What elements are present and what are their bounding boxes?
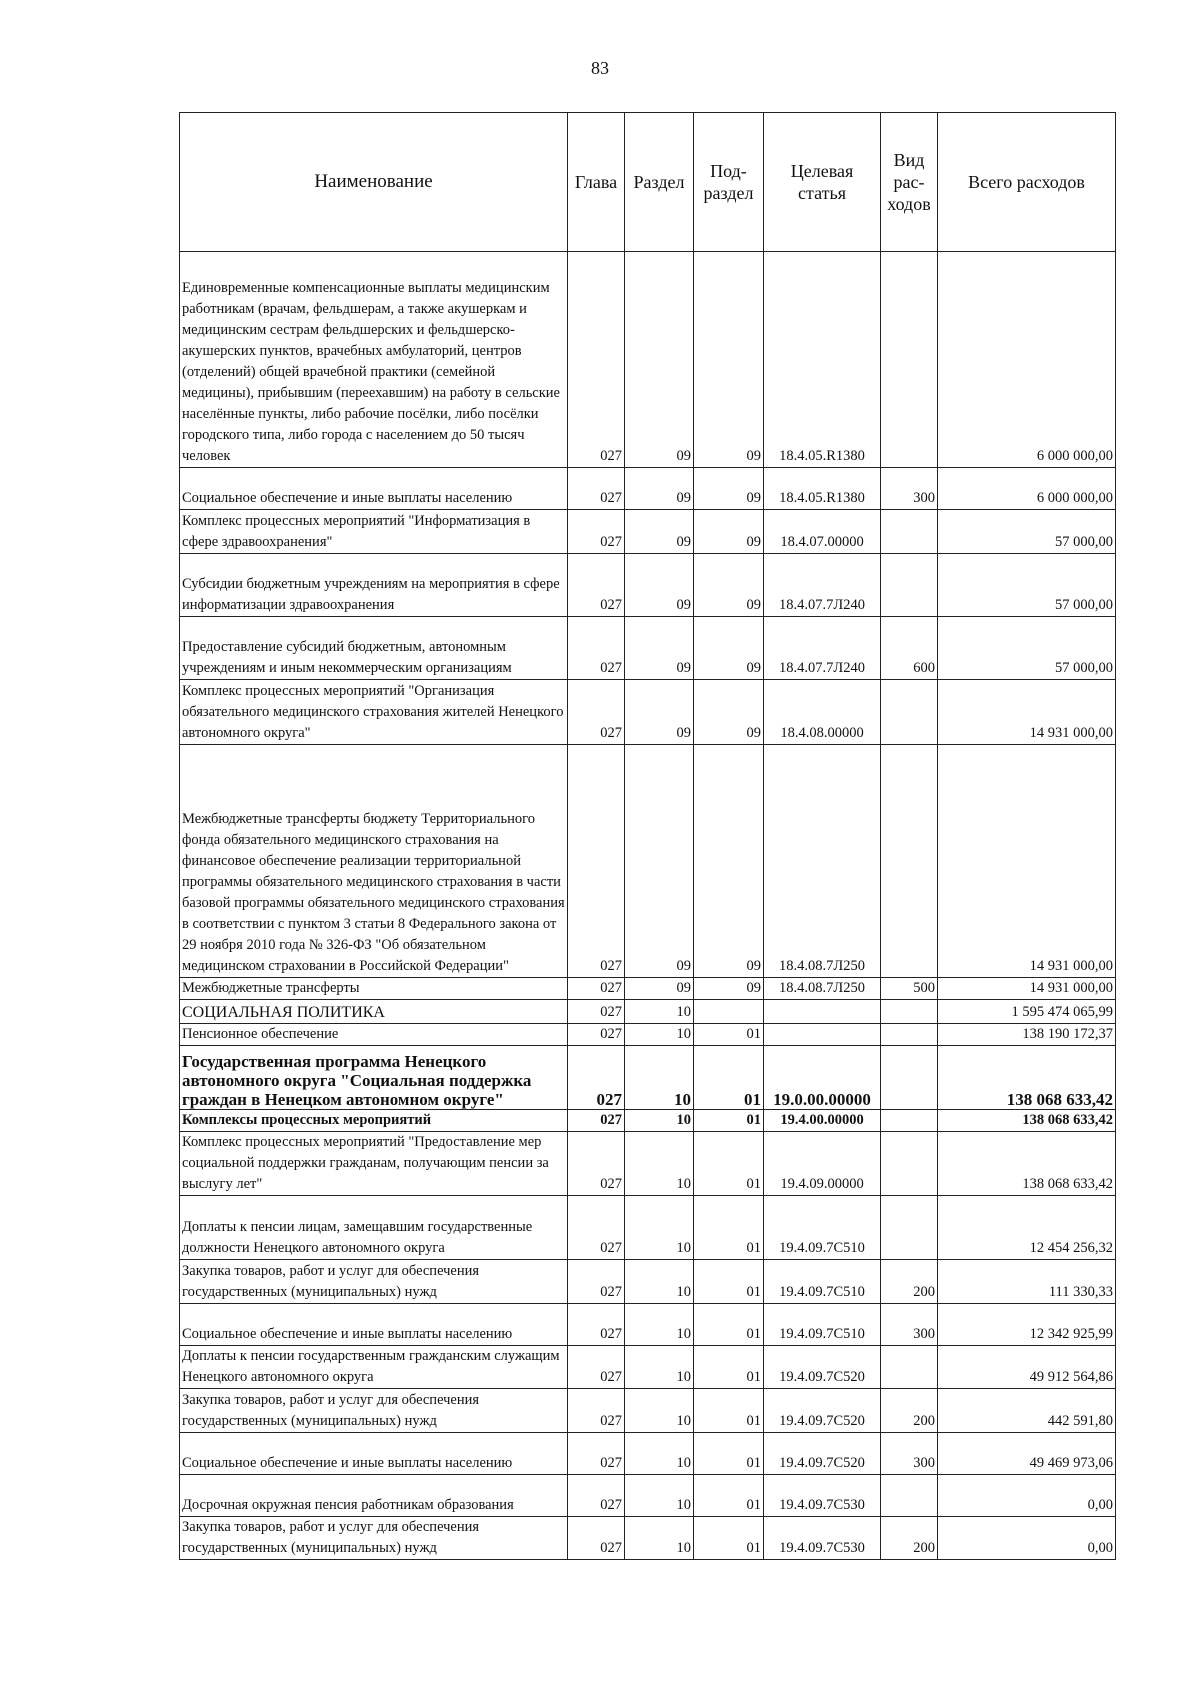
row-total: 14 931 000,00 (938, 978, 1116, 1000)
row-name: Комплекс процессных мероприятий "Предоставление мер социальной поддержки гражданам, получающим пенсии за выслугу лет" (180, 1132, 568, 1196)
row-subsection: 09 (694, 510, 764, 554)
row-subsection: 01 (694, 1517, 764, 1560)
row-article: 19.4.09.7С530 (764, 1517, 881, 1560)
row-name: Комплекс процессных мероприятий "Организация обязательного медицинского страхования жителей Ненецкого автономного округа" (180, 680, 568, 745)
row-section: 09 (625, 978, 694, 1000)
row-total: 442 591,80 (938, 1389, 1116, 1433)
row-section: 09 (625, 680, 694, 745)
row-total: 138 068 633,42 (938, 1110, 1116, 1132)
table-row (180, 745, 1116, 978)
table-row (180, 1110, 1116, 1132)
row-chapter: 027 (568, 1389, 625, 1433)
row-vid: 300 (881, 468, 938, 510)
row-section: 09 (625, 554, 694, 617)
row-article (764, 1024, 881, 1046)
row-chapter: 027 (568, 1304, 625, 1346)
row-chapter: 027 (568, 1110, 625, 1132)
table-row (180, 510, 1116, 554)
row-article: 18.4.07.00000 (764, 510, 881, 554)
header-total: Всего расходов (938, 113, 1116, 252)
row-vid (881, 680, 938, 745)
row-subsection: 09 (694, 978, 764, 1000)
row-subsection: 01 (694, 1260, 764, 1304)
row-vid (881, 252, 938, 468)
table-row (180, 1132, 1116, 1196)
header-chapter: Глава (568, 113, 625, 252)
page-number: 83 (591, 58, 609, 78)
row-name: Социальное обеспечение и иные выплаты населению (180, 1433, 568, 1475)
row-subsection (694, 1000, 764, 1024)
row-subsection: 01 (694, 1196, 764, 1260)
row-article: 19.4.09.7С520 (764, 1346, 881, 1389)
row-chapter: 027 (568, 1346, 625, 1389)
row-section: 10 (625, 1517, 694, 1560)
row-name: Комплексы процессных мероприятий (180, 1110, 568, 1132)
row-section: 10 (625, 1046, 694, 1110)
row-name: Межбюджетные трансферты бюджету Территориального фонда обязательного медицинского страхования на финансовое обеспечение реализации территориальной программы обязательного медицинского страхования в части базовой программы обязательного медицинского страхования в соответствии с пунктом 3 статьи 8 Федерального закона от 29 ноября 2010 года № 326-ФЗ "Об обязательном медицинском страховании в Российской Федерации" (180, 745, 568, 978)
row-vid (881, 1110, 938, 1132)
row-chapter: 027 (568, 680, 625, 745)
table-row (180, 617, 1116, 680)
row-total: 0,00 (938, 1475, 1116, 1517)
row-name: Предоставление субсидий бюджетным, автономным учреждениям и иным некоммерческим организациям (180, 617, 568, 680)
row-section: 09 (625, 745, 694, 978)
header-expense-type: Вид рас-ходов (881, 113, 938, 252)
row-section: 09 (625, 252, 694, 468)
row-subsection: 01 (694, 1132, 764, 1196)
row-vid (881, 745, 938, 978)
row-section: 10 (625, 1346, 694, 1389)
header-section: Раздел (625, 113, 694, 252)
row-article: 18.4.05.R1380 (764, 468, 881, 510)
row-name: Закупка товаров, работ и услуг для обеспечения государственных (муниципальных) нужд (180, 1389, 568, 1433)
row-article: 18.4.07.7Л240 (764, 617, 881, 680)
row-chapter: 027 (568, 1132, 625, 1196)
row-total: 14 931 000,00 (938, 680, 1116, 745)
row-article: 18.4.08.7Л250 (764, 745, 881, 978)
row-name: СОЦИАЛЬНАЯ ПОЛИТИКА (180, 1000, 568, 1024)
row-chapter: 027 (568, 1196, 625, 1260)
row-name: Закупка товаров, работ и услуг для обеспечения государственных (муниципальных) нужд (180, 1260, 568, 1304)
row-subsection: 01 (694, 1110, 764, 1132)
row-vid: 300 (881, 1433, 938, 1475)
row-article: 18.4.05.R1380 (764, 252, 881, 468)
row-total: 6 000 000,00 (938, 252, 1116, 468)
row-total: 0,00 (938, 1517, 1116, 1560)
row-subsection: 01 (694, 1433, 764, 1475)
row-total: 12 454 256,32 (938, 1196, 1116, 1260)
row-total: 1 595 474 065,99 (938, 1000, 1116, 1024)
row-name: Государственная программа Ненецкого автономного округа "Социальная поддержка граждан в Ненецком автономном округе" (180, 1046, 568, 1110)
table-row (180, 978, 1116, 1000)
row-name: Межбюджетные трансферты (180, 978, 568, 1000)
row-section: 10 (625, 1196, 694, 1260)
budget-table (179, 112, 1116, 1560)
row-chapter: 027 (568, 1024, 625, 1046)
row-chapter: 027 (568, 554, 625, 617)
table-row (180, 554, 1116, 617)
row-vid (881, 1196, 938, 1260)
row-chapter: 027 (568, 468, 625, 510)
row-name: Комплекс процессных мероприятий "Информатизация в сфере здравоохранения" (180, 510, 568, 554)
table-row (180, 1024, 1116, 1046)
row-section: 10 (625, 1110, 694, 1132)
table-row (180, 252, 1116, 468)
row-vid (881, 1132, 938, 1196)
row-total: 138 190 172,37 (938, 1024, 1116, 1046)
row-section: 10 (625, 1132, 694, 1196)
row-vid: 200 (881, 1517, 938, 1560)
row-name: Социальное обеспечение и иные выплаты населению (180, 1304, 568, 1346)
row-chapter: 027 (568, 252, 625, 468)
row-vid: 300 (881, 1304, 938, 1346)
row-subsection: 09 (694, 554, 764, 617)
row-subsection: 01 (694, 1046, 764, 1110)
row-article: 18.4.08.7Л250 (764, 978, 881, 1000)
table-row (180, 1260, 1116, 1304)
row-chapter: 027 (568, 510, 625, 554)
table-row (180, 1046, 1116, 1110)
table-row (180, 1346, 1116, 1389)
row-section: 10 (625, 1433, 694, 1475)
row-total: 12 342 925,99 (938, 1304, 1116, 1346)
row-vid (881, 1000, 938, 1024)
table-header-row (180, 113, 1116, 252)
row-name: Досрочная окружная пенсия работникам образования (180, 1475, 568, 1517)
row-name: Социальное обеспечение и иные выплаты населению (180, 468, 568, 510)
row-subsection: 09 (694, 680, 764, 745)
row-vid (881, 1346, 938, 1389)
row-chapter: 027 (568, 617, 625, 680)
header-subsection: Под-раздел (694, 113, 764, 252)
row-article: 19.4.09.7С510 (764, 1304, 881, 1346)
row-subsection: 09 (694, 745, 764, 978)
row-subsection: 01 (694, 1304, 764, 1346)
row-chapter: 027 (568, 1000, 625, 1024)
table-row (180, 1517, 1116, 1560)
row-subsection: 01 (694, 1346, 764, 1389)
row-section: 09 (625, 510, 694, 554)
row-name: Единовременные компенсационные выплаты медицинским работникам (врачам, фельдшерам, а также акушеркам и медицинским сестрам фельдшерских и фельдшерско-акушерских пунктов, врачебных амбулаторий, центров (отделений) общей врачебной практики (семейной медицины), прибывшим (переехавшим) на работу в сельские населённые пункты, либо рабочие посёлки, либо посёлки городского типа, либо города с населением до 50 тысяч человек (180, 252, 568, 468)
table-row (180, 1196, 1116, 1260)
header-target-article: Целевая статья (764, 113, 881, 252)
row-subsection: 09 (694, 617, 764, 680)
row-vid (881, 1046, 938, 1110)
row-vid: 200 (881, 1260, 938, 1304)
row-subsection: 01 (694, 1024, 764, 1046)
row-vid (881, 554, 938, 617)
row-article: 18.4.07.7Л240 (764, 554, 881, 617)
row-chapter: 027 (568, 1433, 625, 1475)
header-name: Наименование (180, 113, 568, 252)
row-chapter: 027 (568, 1517, 625, 1560)
row-name: Доплаты к пенсии лицам, замещавшим государственные должности Ненецкого автономного округа (180, 1196, 568, 1260)
row-chapter: 027 (568, 1046, 625, 1110)
row-name: Пенсионное обеспечение (180, 1024, 568, 1046)
row-section: 10 (625, 1024, 694, 1046)
row-subsection: 01 (694, 1475, 764, 1517)
row-section: 10 (625, 1475, 694, 1517)
row-total: 57 000,00 (938, 554, 1116, 617)
table-row (180, 1433, 1116, 1475)
row-article: 19.4.09.7С530 (764, 1475, 881, 1517)
row-subsection: 09 (694, 252, 764, 468)
row-chapter: 027 (568, 745, 625, 978)
table-row (180, 1304, 1116, 1346)
row-name: Закупка товаров, работ и услуг для обеспечения государственных (муниципальных) нужд (180, 1517, 568, 1560)
table-row (180, 1000, 1116, 1024)
row-section: 10 (625, 1000, 694, 1024)
row-section: 10 (625, 1260, 694, 1304)
row-chapter: 027 (568, 1260, 625, 1304)
row-total: 49 912 564,86 (938, 1346, 1116, 1389)
row-article: 19.4.09.7С510 (764, 1196, 881, 1260)
row-section: 10 (625, 1389, 694, 1433)
row-subsection: 09 (694, 468, 764, 510)
row-chapter: 027 (568, 978, 625, 1000)
row-subsection: 01 (694, 1389, 764, 1433)
row-total: 57 000,00 (938, 617, 1116, 680)
row-vid (881, 1475, 938, 1517)
row-article: 19.4.09.7С520 (764, 1433, 881, 1475)
table-row (180, 1475, 1116, 1517)
row-article: 19.4.09.00000 (764, 1132, 881, 1196)
table-row (180, 680, 1116, 745)
row-article: 19.4.00.00000 (764, 1110, 881, 1132)
row-article: 18.4.08.00000 (764, 680, 881, 745)
row-section: 09 (625, 617, 694, 680)
row-name: Субсидии бюджетным учреждениям на мероприятия в сфере информатизации здравоохранения (180, 554, 568, 617)
row-article (764, 1000, 881, 1024)
table-row (180, 1389, 1116, 1433)
row-total: 49 469 973,06 (938, 1433, 1116, 1475)
row-section: 10 (625, 1304, 694, 1346)
row-vid: 200 (881, 1389, 938, 1433)
row-vid: 500 (881, 978, 938, 1000)
row-total: 57 000,00 (938, 510, 1116, 554)
row-total: 138 068 633,42 (938, 1132, 1116, 1196)
row-total: 6 000 000,00 (938, 468, 1116, 510)
row-total: 14 931 000,00 (938, 745, 1116, 978)
row-total: 111 330,33 (938, 1260, 1116, 1304)
row-article: 19.4.09.7С510 (764, 1260, 881, 1304)
row-chapter: 027 (568, 1475, 625, 1517)
row-article: 19.4.09.7С520 (764, 1389, 881, 1433)
row-vid (881, 510, 938, 554)
table-row (180, 468, 1116, 510)
row-name: Доплаты к пенсии государственным гражданским служащим Ненецкого автономного округа (180, 1346, 568, 1389)
row-article: 19.0.00.00000 (764, 1046, 881, 1110)
row-total: 138 068 633,42 (938, 1046, 1116, 1110)
row-section: 09 (625, 468, 694, 510)
row-vid: 600 (881, 617, 938, 680)
row-vid (881, 1024, 938, 1046)
